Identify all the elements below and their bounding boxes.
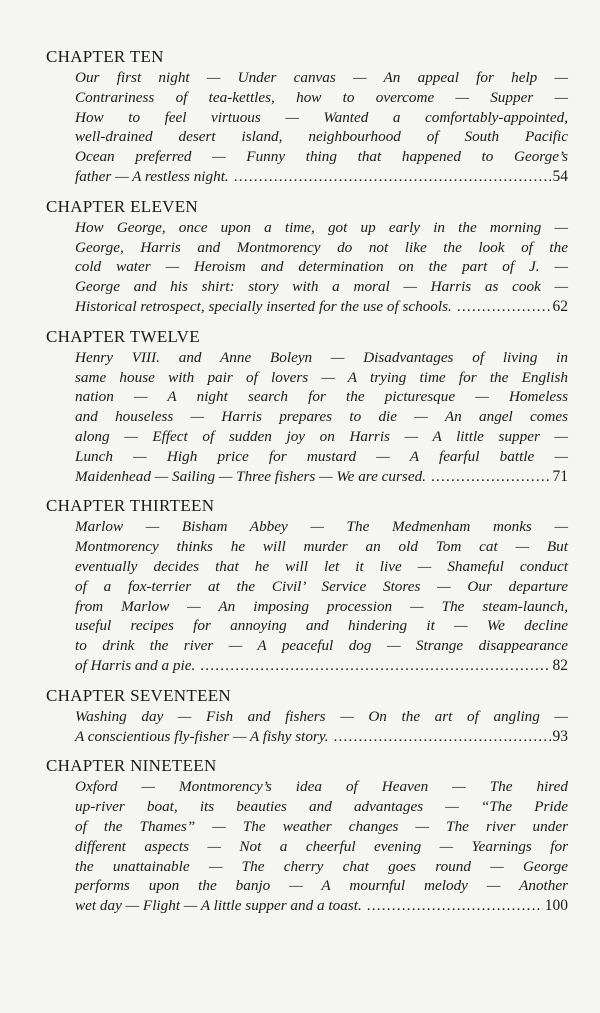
chapter-entry-nineteen <box>46 756 568 916</box>
summary-line: Maidenhead — Sailing — Three fishers — We are cursed. <box>75 467 426 485</box>
chapter-summary <box>75 348 568 487</box>
summary-line: useful recipes for annoying and hindering it — We decline <box>75 617 568 635</box>
summary-line: Our first night — Under canvas — An appeal for help — <box>75 69 568 86</box>
summary-line: father — A restless night. <box>75 167 229 185</box>
summary-line: Montmorency thinks he will murder an old Tom cat — But <box>75 538 568 556</box>
dot-leader <box>457 297 551 317</box>
summary-line: Henry VIII. and Anne Boleyn — Disadvantages of living in <box>75 348 568 366</box>
summary-last-line <box>75 297 568 317</box>
summary-line: A conscientious fly-fisher — A fishy story. <box>75 727 329 745</box>
chapter-entry-ten <box>46 47 568 187</box>
summary-line: of Harris and a pie. <box>75 656 196 674</box>
summary-line: same house with pair of lovers — A trying time for the English <box>75 368 568 386</box>
summary-line: How George, once upon a time, got up early in the morning — <box>75 218 568 236</box>
summary-line: cold water — Heroism and determination on the part of J. — <box>75 258 568 276</box>
summary-last-line <box>75 467 568 487</box>
summary-line: Ocean preferred — Funny thing that happened to George’s <box>75 148 568 166</box>
summary-line: and houseless — Harris prepares to die — An angel comes <box>75 408 568 426</box>
page-number: 100 <box>544 897 568 915</box>
page-number: 71 <box>552 467 568 485</box>
dot-leader <box>431 467 551 487</box>
summary-line: Marlow — Bisham Abbey — The Medmenham monks — <box>75 518 568 536</box>
summary-line: performs upon the banjo — A mournful melody — Another <box>75 877 568 895</box>
summary-line: different aspects — Not a cheerful evening — Yearnings for <box>75 837 568 855</box>
summary-line: up-river boat, its beauties and advantages — “The Pride <box>75 798 568 816</box>
summary-line: wet day — Flight — A little supper and a toast. <box>75 897 362 915</box>
page-number: 82 <box>552 656 568 674</box>
summary-last-line <box>75 896 568 916</box>
chapter-summary <box>75 517 568 675</box>
dot-leader <box>334 727 551 747</box>
summary-line: of a fox-terrier at the Civil’ Service Stores — Our departure <box>75 577 568 595</box>
chapter-summary <box>75 218 568 317</box>
chapter-summary <box>75 68 568 187</box>
chapter-entry-eleven <box>46 197 568 317</box>
summary-line: along — Effect of sudden joy on Harris — A little supper — <box>75 427 568 445</box>
chapter-entry-twelve <box>46 327 568 487</box>
summary-last-line <box>75 656 568 676</box>
summary-line: Oxford — Montmorency’s idea of Heaven — The hired <box>75 778 568 796</box>
summary-last-line <box>75 167 568 187</box>
summary-line: from Marlow — An imposing procession — The steam-launch, <box>75 597 568 615</box>
page-number: 93 <box>552 727 568 745</box>
chapter-entry-thirteen <box>46 496 568 675</box>
summary-line: of the Thames” — The weather changes — The river under <box>75 817 568 835</box>
chapter-summary <box>75 777 568 916</box>
summary-line: eventually decides that he will let it live — Shameful conduct <box>75 557 568 575</box>
page-number: 62 <box>552 297 568 315</box>
summary-line: to drink the river — A peaceful dog — Strange disappearance <box>75 637 568 655</box>
chapter-title: CHAPTER SEVENTEEN <box>46 685 232 705</box>
dot-leader <box>200 656 550 676</box>
summary-line: How to feel virtuous — Wanted a comfortably-appointed, <box>75 108 568 126</box>
chapter-title: CHAPTER THIRTEEN <box>46 496 215 516</box>
summary-last-line <box>75 727 568 747</box>
chapter-title: CHAPTER TWELVE <box>46 326 200 346</box>
summary-line: Washing day — Fish and fishers — On the art of angling — <box>75 707 568 725</box>
chapter-title: CHAPTER ELEVEN <box>46 196 198 216</box>
chapter-title: CHAPTER TEN <box>46 47 164 66</box>
dot-leader <box>367 896 543 916</box>
summary-line: the unattainable — The cherry chat goes round — George <box>75 857 568 875</box>
page-number: 54 <box>552 167 568 185</box>
summary-line: George, Harris and Montmorency do not like the look of the <box>75 238 568 256</box>
chapter-summary <box>75 707 568 747</box>
chapter-entry-seventeen <box>46 686 568 747</box>
chapter-title: CHAPTER NINETEEN <box>46 756 217 776</box>
summary-line: Contrariness of tea-kettles, how to overcome — Supper — <box>75 88 568 106</box>
summary-line: George and his shirt: story with a moral — Harris as cook — <box>75 278 568 296</box>
summary-line: well-drained desert island, neighbourhood of South Pacific <box>75 128 568 146</box>
dot-leader <box>234 167 551 187</box>
summary-line: Historical retrospect, specially inserted for the use of schools. <box>75 297 452 315</box>
summary-line: nation — A night search for the picturesque — Homeless <box>75 388 568 406</box>
summary-line: Lunch — High price for mustard — A fearful battle — <box>75 447 568 465</box>
